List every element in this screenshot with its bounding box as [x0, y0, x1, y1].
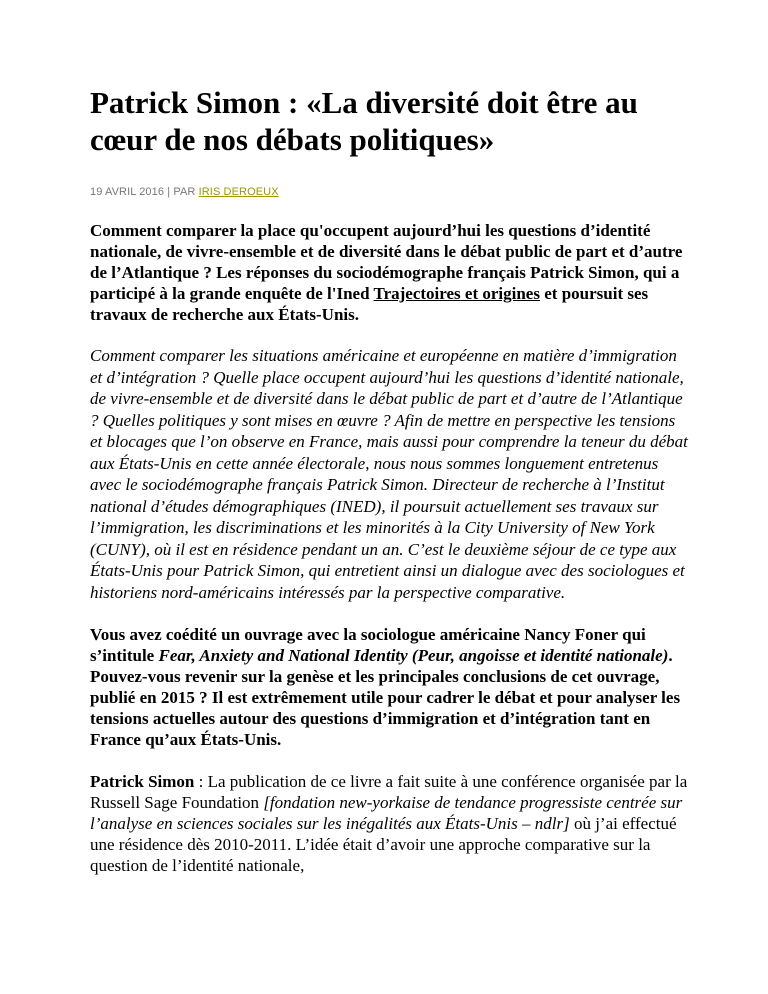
article: [90, 84, 690, 876]
author-link[interactable]: IRIS DEROEUX: [198, 186, 279, 198]
lede-text-1: Comment comparer la place qu'occupent aujourd’hui les questions d’identité nationale, de vivre-ensemble et de diversité dans le débat public de part et d’autre de l’Atlantique ? Les réponses du sociodémographe français Patrick Simon, qui a participé à la grande enquête de l'Ined: [90, 221, 683, 303]
question-text-2: . Pouvez-vous revenir sur la genèse et les principales conclusions de cet ouvrage, publié en 2015 ? Il est extrêmement utile pour cadrer le débat et pour analyser les tensions actuelles autour des questions d’immigration et d’intégration tant en France qu’aux États-Unis.: [90, 646, 681, 749]
article-lede: [90, 220, 690, 325]
trajectoires-link[interactable]: Trajectoires et origines: [373, 284, 540, 303]
byline: [90, 186, 690, 198]
answer-text-1: : La publication de ce livre a fait suite à une conférence organisée par la Russell Sage Foundation: [90, 772, 688, 812]
speaker-name: Patrick Simon: [90, 772, 195, 791]
question-text-1: Vous avez coédité un ouvrage avec la sociologue américaine Nancy Foner qui s’intitule: [90, 625, 646, 665]
lede-text-2: et poursuit ses travaux de recherche aux États-Unis.: [90, 284, 649, 324]
book-title: Fear, Anxiety and National Identity (Peur, angoisse et identité nationale): [158, 646, 669, 665]
byline-date: 19 AVRIL 2016 | PAR: [90, 186, 199, 198]
article-intro: Comment comparer les situations américaine et européenne en matière d’immigration et d’intégration ? Quelle place occupent aujourd’hui les questions d’identité nationale, de vivre-ensemble et de diversité dans le débat public de part et d’autre de l’Atlantique ? Quelles politiques y sont mises en œuvre ? Afin de mettre en perspective les tensions et blocages que l’on observe en France, mais aussi pour comprendre la teneur du débat aux États-Unis en cette année électorale, nous nous sommes longuement entretenus avec le sociodémographe français Patrick Simon. Directeur de recherche à l’Institut national d’études démographiques (INED), il poursuit actuellement ses travaux sur l’immigration, les discriminations et les minorités à la City University of New York (CUNY), où il est en résidence pendant un an. C’est le deuxième séjour de ce type aux États-Unis pour Patrick Simon, qui entretient ainsi un dialogue avec des sociologues et historiens nord-américains intéressés par la perspective comparative.: [90, 346, 688, 602]
interview-answer: [90, 771, 690, 876]
article-title: Patrick Simon : «La diversité doit être au cœur de nos débats politiques»: [90, 85, 638, 157]
editor-note: [fondation new-yorkaise de tendance progressiste centrée sur l’analyse en sciences sociales sur les inégalités aux États-Unis – ndlr]: [90, 793, 683, 833]
answer-text-2: où j’ai effectué une résidence dès 2010-2011. L’idée était d’avoir une approche comparative sur la question de l’identité nationale,: [90, 814, 677, 875]
interview-question: [90, 624, 690, 750]
